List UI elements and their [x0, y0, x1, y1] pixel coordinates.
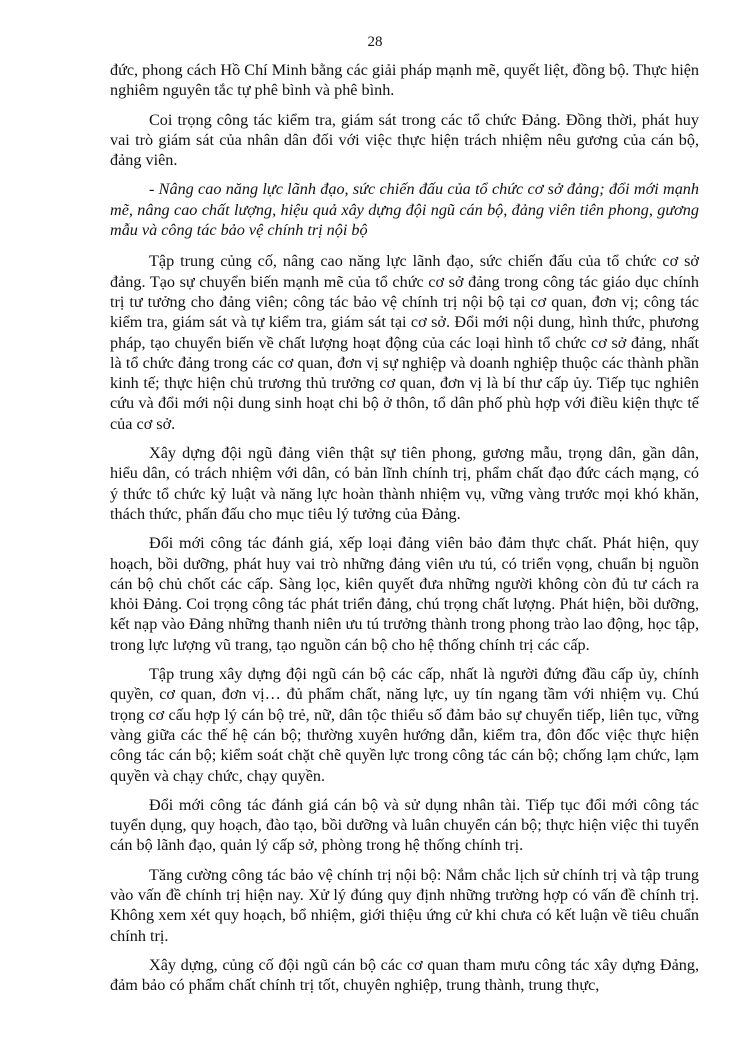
paragraph-party-members: Xây dựng đội ngũ đảng viên thật sự tiên phong, gương mẫu, trọng dân, gần dân, hiểu dân, có trách nhiệm với dân, có bản lĩnh chính trị, phẩm chất đạo đức cách mạng, có ý thức tổ chức kỷ luật và năng lực hoàn thành nhiệm vụ, vững vàng trước mọi khó khăn, thách thức, phấn đấu cho mục tiêu lý tưởng của Đảng.	[110, 444, 699, 523]
paragraph-cadre-building: Tập trung xây dựng đội ngũ cán bộ các cấp, nhất là người đứng đầu cấp ủy, chính quyền, cơ quan, đơn vị… đủ phẩm chất, năng lực, uy tín ngang tầm với nhiệm vụ. Chú trọng cơ cấu hợp lý cán bộ trẻ, nữ, dân tộc thiểu số đảm bảo sự chuyển tiếp, liên tục, vững vàng giữa các thế hệ cán bộ; thường xuyên hướng dẫn, kiểm tra, đôn đốc việc thực hiện công tác cán bộ; kiểm soát chặt chẽ quyền lực trong công tác cán bộ; chống lạm chức, lạm quyền và chạy chức, chạy quyền.	[110, 665, 699, 785]
page-number: 28	[367, 34, 383, 50]
document-body	[110, 60, 699, 1004]
paragraph-continuation: đức, phong cách Hồ Chí Minh bằng các giải pháp mạnh mẽ, quyết liệt, đồng bộ. Thực hiện nghiêm nguyên tắc tự phê bình và phê bình.	[110, 61, 699, 100]
paragraph-internal-political-protection: Tăng cường công tác bảo vệ chính trị nội bộ: Nắm chắc lịch sử chính trị và tập trung vào vấn đề chính trị hiện nay. Xử lý đúng quy định những trường hợp có vấn đề chính trị. Không xem xét quy hoạch, bổ nhiệm, giới thiệu ứng cử khi chưa có kết luận về tiêu chuẩn chính trị.	[110, 865, 699, 945]
paragraph-member-evaluation: Đổi mới công tác đánh giá, xếp loại đảng viên bảo đảm thực chất. Phát hiện, quy hoạch, bồi dưỡng, phát huy vai trò những đảng viên ưu tú, có triển vọng, chuẩn bị nguồn cán bộ chủ chốt các cấp. Sàng lọc, kiên quyết đưa những người không còn đủ tư cách ra khỏi Đảng. Coi trọng công tác phát triển đảng, chú trọng chất lượng. Phát hiện, bồi dưỡng, kết nạp vào Đảng những thanh niên ưu tú trưởng thành trong phong trào lao động, học tập, trong lực lượng vũ trang, tạo nguồn cán bộ cho hệ thống chính trị các cấp.	[110, 534, 699, 654]
paragraph-inspection-supervision: Coi trọng công tác kiểm tra, giám sát trong các tổ chức Đảng. Đồng thời, phát huy vai trò giám sát của nhân dân đối với việc thực hiện trách nhiệm nêu gương của cán bộ, đảng viên.	[110, 110, 699, 170]
paragraph-advisory-cadres: Xây dựng, củng cố đội ngũ cán bộ các cơ quan tham mưu công tác xây dựng Đảng, đảm bảo có phẩm chất chính trị tốt, chuyên nghiệp, trung thành, trung thực,	[110, 955, 699, 995]
paragraph-grassroots-organization: Tập trung củng cố, nâng cao năng lực lãnh đạo, sức chiến đấu của tổ chức cơ sở đảng. Tạo sự chuyển biến mạnh mẽ của tổ chức cơ sở đảng trong công tác giáo dục chính trị tư tưởng cho đảng viên; công tác bảo vệ chính trị nội bộ tại cơ quan, đơn vị; công tác kiểm tra, giám sát và tự kiểm tra, giám sát tại cơ sở. Đổi mới nội dung, hình thức, phương pháp, tạo chuyển biến về chất lượng hoạt động của các loại hình tổ chức cơ sở đảng, nhất là tổ chức đảng trong các cơ quan, đơn vị sự nghiệp và doanh nghiệp thuộc các thành phần kinh tế; thực hiện chủ trương thủ trưởng cơ quan, đơn vị là bí thư cấp ủy. Tiếp tục nghiên cứu và đổi mới nội dung sinh hoạt chi bộ ở thôn, tổ dân phố phù hợp với điều kiện thực tế của cơ sở.	[110, 252, 699, 433]
paragraph-cadre-evaluation: Đổi mới công tác đánh giá cán bộ và sử dụng nhân tài. Tiếp tục đổi mới công tác tuyển dụng, quy hoạch, đào tạo, bồi dưỡng và luân chuyển cán bộ; thực hiện việc thi tuyển cán bộ lãnh đạo, quản lý cấp sở, phòng trong hệ thống chính trị.	[110, 795, 699, 855]
section-heading-italic: - Nâng cao năng lực lãnh đạo, sức chiến đấu của tổ chức cơ sở đảng; đổi mới mạnh mẽ, nâng cao chất lượng, hiệu quả xây dựng đội ngũ cán bộ, đảng viên tiên phong, gương mẫu và công tác bảo vệ chính trị nội bộ	[110, 180, 699, 240]
